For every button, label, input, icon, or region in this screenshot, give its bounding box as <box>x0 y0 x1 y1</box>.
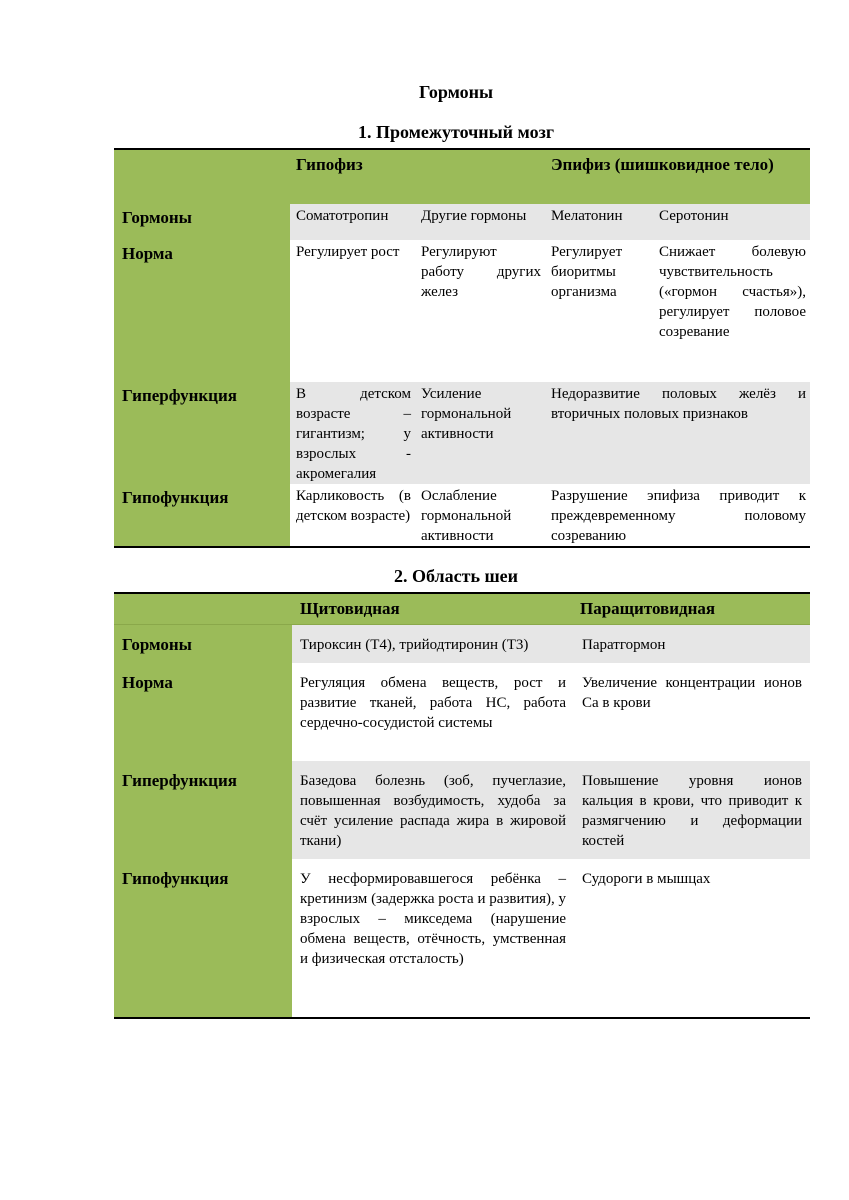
table-cell: Соматотропин <box>290 204 415 240</box>
table-cell: Усиление гормональной активности <box>415 382 545 484</box>
table-cell: Карликовость (в детском возрасте) <box>296 488 411 524</box>
table-cell: Недоразвитие половых желёз и вторичных половых признаков <box>545 382 810 484</box>
table-cell: Регулирует рост <box>296 244 400 260</box>
row-label-hormones: Гормоны <box>114 625 292 664</box>
table-cell: Тироксин (Т4), трийодтиронин (Т3) <box>292 625 574 664</box>
row-label-hypofunction: Гипофункция <box>114 484 290 547</box>
row-label-hyperfunction: Гиперфункция <box>114 761 292 859</box>
table-cell: У несформировавшегося ребёнка – кретинизм (задержка роста и развития), у взрослых – микседема (нарушение обмена веществ, отёчность, умственная и физическая отсталость) <box>300 871 566 967</box>
table-header-row <box>114 593 810 625</box>
row-label-hypofunction: Гипофункция <box>114 859 292 1018</box>
table-row-hormones <box>114 625 810 664</box>
row-label-norm: Норма <box>114 240 290 382</box>
document-title: Гормоны <box>418 82 494 102</box>
neck-hormones-table <box>114 592 810 1019</box>
table-row-hyperfunction <box>114 761 810 859</box>
header-pineal: Эпифиз (шишковидное тело) <box>545 149 810 204</box>
table-cell: Мелатонин <box>545 204 653 240</box>
table-cell: Регуляция обмена веществ, рост и развитие тканей, работа НС, работа сердечно-сосудистой системы <box>300 675 566 731</box>
header-parathyroid: Паращитовидная <box>574 593 810 625</box>
table-cell: Другие гормоны <box>415 204 545 240</box>
row-label-hormones: Гормоны <box>114 204 290 240</box>
table-header-row <box>114 149 810 204</box>
section-2-title: 2. Область шеи <box>393 566 519 586</box>
diencephalon-hormones-table <box>114 148 810 548</box>
table-cell: Регулирует биоритмы организма <box>551 244 623 300</box>
table-cell: Повышение уровня ионов кальция в крови, что приводит к размягчению и деформации костей <box>574 761 810 859</box>
header-empty-cell <box>114 149 290 204</box>
table-row-hyperfunction <box>114 382 810 484</box>
table-cell: Паратгормон <box>574 625 810 664</box>
table-cell: В детском возрасте – гигантизм; у взрослых - акромегалия <box>290 382 415 484</box>
table-cell: Увеличение концентрации ионов Са в крови <box>582 675 802 711</box>
table-row-hormones <box>114 204 810 240</box>
table-cell: Снижает болевую чувствительность («гормон счастья»), регулирует половое созревание <box>659 244 807 340</box>
table-cell: Ослабление гормональной активности <box>421 488 512 544</box>
section-1-title: 1. Промежуточный мозг <box>358 122 554 142</box>
table-cell: Разрушение эпифиза приводит к преждевременному половому созреванию <box>551 488 807 544</box>
table-row-hypofunction <box>114 484 810 547</box>
table-row-norm <box>114 663 810 761</box>
table-cell: Судороги в мышцах <box>582 871 711 887</box>
header-pituitary: Гипофиз <box>290 149 545 204</box>
table-row-hypofunction <box>114 859 810 1018</box>
table-cell: Серотонин <box>653 204 810 240</box>
header-thyroid: Щитовидная <box>292 593 574 625</box>
row-label-hyperfunction: Гиперфункция <box>114 382 290 484</box>
table-row-norm <box>114 240 810 382</box>
header-empty-cell <box>114 593 292 625</box>
table-cell: Регулируют работу других желез <box>421 244 541 300</box>
table-cell: Базедова болезнь (зоб, пучеглазие, повышенная возбудимость, худоба за счёт усиление распада жира в жировой ткани) <box>292 761 574 859</box>
row-label-norm: Норма <box>114 663 292 761</box>
